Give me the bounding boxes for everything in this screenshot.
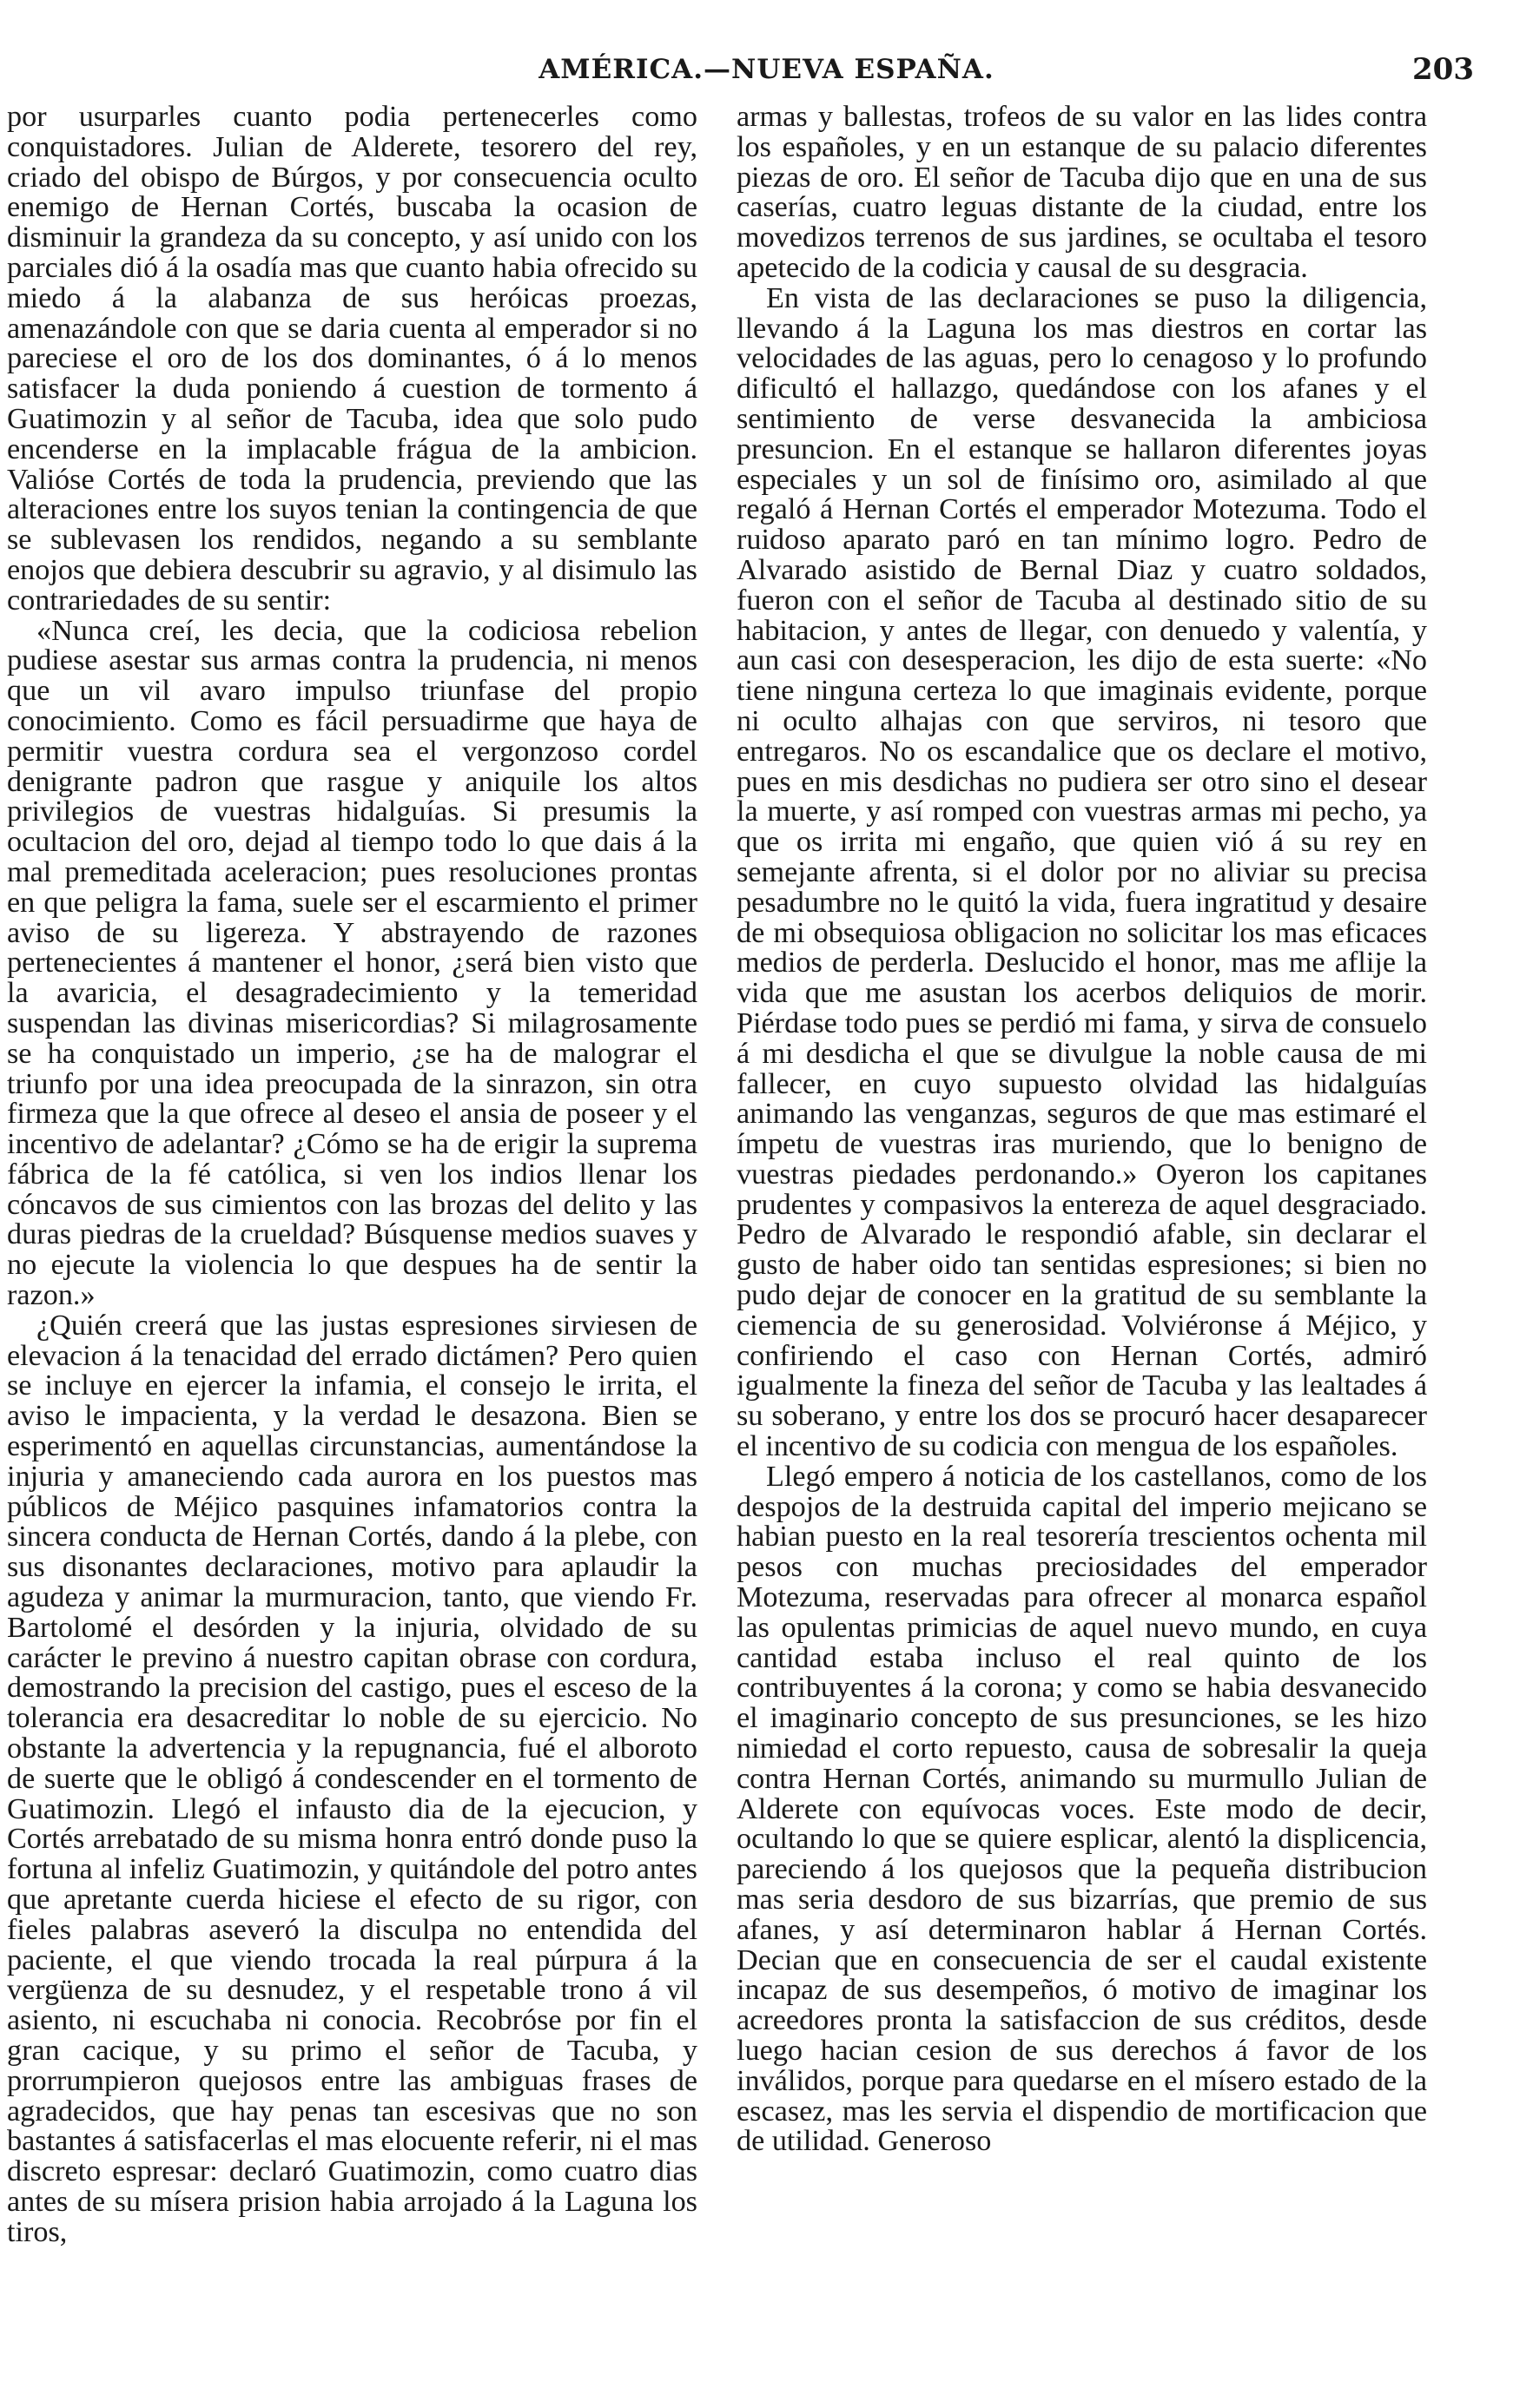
paragraph: En vista de las declaraciones se puso la diligencia, llevando á la Laguna los mas diestros en cortar las velocidades de las aguas, pero lo cenagoso y lo profundo dificultó el hallazgo, quedándose con los afanes y el sentimiento de verse desvanecida la ambiciosa presuncion. En el estanque se hallaron diferentes joyas especiales y un sol de finísimo oro, asimilado al que regaló á Hernan Cortés el emperador Motezuma. Todo el ruidoso aparato paró en tan mínimo logro. Pedro de Alvarado asistido de Bernal Diaz y cuatro soldados, fueron con el señor de Tacuba al destinado sitio de su habitacion, y antes de llegar, con denuedo y valentía, y aun casi con desesperacion, les dijo de esta suerte: «No tiene ninguna certeza lo que imaginais evidente, porque ni oculto alhajas con que serviros, ni tesoro que entregaros. No os escandalice que os declare el motivo, pues en mis desdichas no pudiera ser otro sino el desear la muerte, y así romped con vuestras armas mi pecho, ya que os irrita mi engaño, que quien vió á su rey en semejante afrenta, si el dolor por no aliviar su precisa pesadumbre no le quitó la vida, fuera ingratitud y desaire de mi obsequiosa obligacion no solicitar los mas eficaces medios de perderla. Deslucido el honor, mas me aflije la vida que me asustan los acerbos deliquios de morir. Piérdase todo pues se perdió mi fama, y sirva de consuelo á mi desdicha el que se divulgue la noble causa de mi fallecer, en cuyo supuesto olvidad las hidalguías animando las venganzas, seguros de que mas estimaré el ímpetu de vuestras iras muriendo, que lo benigno de vuestras piedades perdonando.» Oyeron los capitanes prudentes y compasivos la entereza de aquel desgraciado. Pedro de Alvarado le respondió afable, sin declarar el gusto de haber oido tan sentidas espresiones; si bien no pudo dejar de conocer en la gratitud de su semblante la ciemencia de su generosidad. Volviéronse á Méjico, y confiriendo el caso con Hernan Cortés, admiró igualmente la fineza del señor de Tacuba y las lealtades á su soberano, y entre los dos se procuró hacer desaparecer el incentivo de su codicia con mengua de los españoles.: [737, 281, 1427, 1463]
running-title: AMÉRICA.—NUEVA ESPAÑA.: [539, 54, 994, 85]
right-column: [737, 102, 1427, 2395]
running-header: [0, 45, 1533, 89]
paragraph: Llegó empero á noticia de los castellanos, como de los despojos de la destruida capital del imperio mejicano se habian puesto en la real tesorería trescientos ochenta mil pesos con muchas preciosidades del emperador Motezuma, reservadas para ofrecer al monarca español las opulentas primicias de aquel nuevo mundo, en cuya cantidad estaba incluso el real quinto de los contribuyentes á la corona; y como se habia desvanecido el imaginario concepto de sus presunciones, se les hizo nimiedad el corto repuesto, causa de sobresalir la queja contra Hernan Cortés, animando su murmullo Julian de Alderete con equívocas voces. Este modo de decir, ocultando lo que se quiere esplicar, alentó la displicencia, pareciendo á los quejosos que la pequeña distribucion mas seria desdoro de sus bizarrías, que premio de sus afanes, y así determinaron hablar á Hernan Cortés. Decian que en consecuencia de ser el caudal existente incapaz de sus desempeños, ó motivo de imaginar los acreedores pronta la satisfaccion de sus créditos, desde luego hacian cesion de sus derechos á favor de los inválidos, porque para quedarse en el mísero estado de la escasez, mas les servia el dispendio de mortificacion que de utilidad. Generoso: [737, 1460, 1427, 2158]
paragraph: ¿Quién creerá que las justas espresiones sirviesen de elevacion á la tenacidad del errado dictámen? Pero quien se incluye en ejercer la infamia, el consejo le irrita, el aviso le impacienta, y la verdad le desazona. Bien se esperimentó en aquellas circunstancias, aumentándose la injuria y amaneciendo cada aurora en los puestos mas públicos de Méjico pasquines infamatorios contra la sincera conducta de Hernan Cortés, dando á la plebe, con sus disonantes declaraciones, motivo para aplaudir la agudeza y animar la murmuracion, tanto, que viendo Fr. Bartolomé el desórden y la injuria, olvidado de su carácter le previno á nuestro capitan obrase con cordura, demostrando la precision del castigo, pues el esceso de la tolerancia era desacreditar lo noble de su ejercicio. No obstante la advertencia y la repugnancia, fué el alboroto de suerte que le obligó á condescender en el tormento de Guatimozin. Llegó el infausto dia de la ejecucion, y Cortés arrebatado de su misma honra entró donde puso la fortuna al infeliz Guatimozin, y quitándole del potro antes que apretante cuerda hiciese el efecto de su rigor, con fieles palabras aseveró la disculpa no entendida del paciente, el que viendo trocada la real púrpura á la vergüenza de su desnudez, y el respetable trono á vil asiento, ni escuchaba ni conocia. Recobróse por fin el gran cacique, y su primo el señor de Tacuba, y prorrumpieron quejosos entre las ambiguas frases de agradecidos, que hay penas tan escesivas que no son bastantes á satisfacerlas el mas elocuente referir, ni el mas discreto espresar: declaró Guatimozin, como cuatro dias antes de su mísera prision habia arrojado á la Laguna los tiros,: [7, 1309, 697, 2248]
quoted-speech-paragraph: «Nunca creí, les decia, que la codiciosa rebelion pudiese asestar sus armas contra la prudencia, ni menos que un vil avaro impulso triunfase del propio conocimiento. Como es fácil persuadirme que haya de permitir vuestra cordura sea el vergonzoso cordel denigrante padron que rasgue y aniquile los altos privilegios de vuestras hidalguías. Si presumis la ocultacion del oro, dejad al tiempo todo lo que dais á la mal premeditada aceleracion; pues resoluciones prontas en que peligra la fama, suele ser el escarmiento el primer aviso de su ligereza. Y abstrayendo de razones pertenecientes á mantener el honor, ¿será bien visto que la avaricia, el desagradecimiento y la temeridad suspendan las divinas misericordias? Si milagrosamente se ha conquistado un imperio, ¿se ha de malograr el triunfo por una idea preocupada de la sinrazon, sin otra firmeza que la que ofrece al deseo el ansia de poseer y el incentivo de adelantar? ¿Cómo se ha de erigir la suprema fábrica de la fé católica, si ven los indios llenar los cóncavos de sus cimientos con las brozas del delito y las duras piedras de la crueldad? Búsquense medios suaves y no ejecute la violencia lo que despues ha de sentir la razon.»: [7, 614, 697, 1312]
page-number: 203: [1412, 52, 1474, 87]
paragraph: por usurparles cuanto podia pertenecerles como conquistadores. Julian de Alderete, tesorero del rey, criado del obispo de Búrgos, y por consecuencia oculto enemigo de Hernan Cortés, buscaba la ocasion de disminuir la grandeza da su concepto, y así unido con los parciales dió á la osadía mas que cuanto habia ofrecido su miedo á la alabanza de sus heróicas proezas, amenazándole con que se daria cuenta al emperador si no pareciese el oro de los dos dominantes, ó á lo menos satisfacer la duda poniendo á cuestion de tormento á Guatimozin y al señor de Tacuba, idea que solo pudo encenderse en la implacable frágua de la ambicion. Valióse Cortés de toda la prudencia, previendo que las alteraciones entre los suyos tenian la contingencia de que se sublevasen los rendidos, negando a su semblante enojos que debiera descubrir su agravio, y al disimulo las contrariedades de su sentir:: [7, 102, 697, 617]
paragraph: armas y ballestas, trofeos de su valor en las lides contra los españoles, y en un estanque de su palacio diferentes piezas de oro. El señor de Tacuba dijo que en una de sus caserías, cuatro leguas distante de la ciudad, entre los movedizos terrenos de sus jardines, se ocultaba el tesoro apetecido de la codicia y causal de su desgracia.: [737, 102, 1427, 284]
left-column: [7, 102, 697, 2395]
